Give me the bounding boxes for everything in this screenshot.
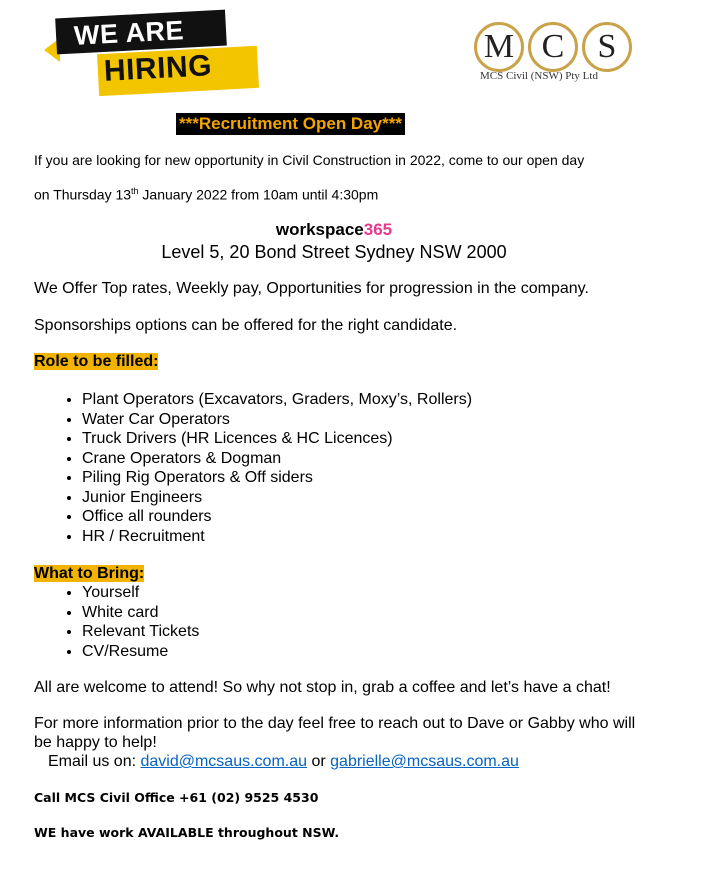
logo-ring-c: C — [528, 22, 578, 72]
work-available-text: WE have work AVAILABLE throughout NSW. — [34, 825, 340, 840]
list-item: • CV/Resume — [82, 642, 654, 662]
badge-dot-decor — [214, 34, 219, 39]
intro-line-1: If you are looking for new opportunity in Civil Construction in 2022, come to our open day — [34, 152, 585, 168]
roles-heading: Role to be filled: — [34, 353, 159, 370]
list-item: • Office all rounders — [82, 507, 654, 527]
list-item: • Water Car Operators — [82, 410, 654, 430]
badge-line-1: WE ARE — [73, 15, 185, 51]
mcs-logo — [472, 22, 636, 88]
welcome-text: All are welcome to attend! So why not stop in, grab a coffee and let’s have a chat! — [34, 679, 611, 696]
badge-line-2: HIRING — [103, 49, 213, 88]
call-office-text: Call MCS Civil Office +61 (02) 9525 4530 — [34, 790, 319, 805]
list-item: • Yourself — [82, 583, 654, 603]
recruitment-banner: ***Recruitment Open Day*** — [176, 113, 405, 135]
email-link-david[interactable]: david@mcsaus.com.au — [140, 753, 308, 770]
list-item: • Truck Drivers (HR Licences & HC Licences) — [82, 429, 654, 449]
we-are-hiring-badge — [40, 12, 230, 88]
offer-text: We Offer Top rates, Weekly pay, Opportunities for progression in the company. — [34, 280, 589, 297]
list-item: • Crane Operators & Dogman — [82, 449, 654, 469]
info-line-1: For more information prior to the day feel free to reach out to Dave or Gabby who will — [34, 715, 636, 732]
badge-dot-decor — [212, 42, 215, 45]
intro-line-2: on Thursday 13th January 2022 from 10am until 4:30pm — [34, 186, 379, 203]
list-item: • Piling Rig Operators & Off siders — [82, 468, 654, 488]
sponsor-text: Sponsorships options can be offered for the right candidate. — [34, 317, 458, 334]
list-item: • Junior Engineers — [82, 488, 654, 508]
list-item: • HR / Recruitment — [82, 527, 654, 547]
list-item: • Plant Operators (Excavators, Graders, Moxy’s, Rollers) — [82, 390, 654, 410]
list-item: • Relevant Tickets — [82, 622, 654, 642]
venue-name: workspace365 — [275, 220, 393, 239]
badge-dot-decor — [222, 40, 226, 44]
logo-tagline: MCS Civil (NSW) Pty Ltd — [480, 70, 598, 82]
bring-heading: What to Bring: — [34, 565, 145, 582]
email-line: Email us on: david@mcsaus.com.au or gabrielle@mcsaus.com.au — [48, 753, 519, 770]
logo-ring-m: M — [474, 22, 524, 72]
logo-ring-s: S — [582, 22, 632, 72]
email-link-gabrielle[interactable]: gabrielle@mcsaus.com.au — [330, 753, 519, 770]
roles-list — [34, 390, 654, 546]
list-item: • White card — [82, 603, 654, 623]
bring-list — [34, 583, 654, 661]
info-line-2: be happy to help! — [34, 734, 157, 751]
venue-address: Level 5, 20 Bond Street Sydney NSW 2000 — [161, 242, 507, 262]
